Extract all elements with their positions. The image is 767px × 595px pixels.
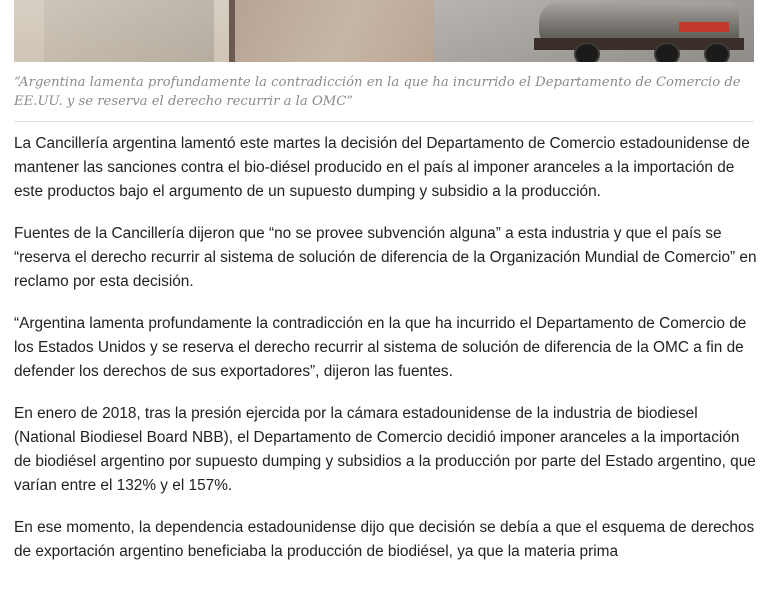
truck-wheel-icon <box>654 42 680 62</box>
article-paragraph: “Argentina lamenta profundamente la contradicción en la que ha incurrido el Departamento de Comercio de los Estados Unidos y se reserva el derecho recurrir al sistema de solución de diferencia de la OMC a fin de defender los derechos de sus exportadores”, dijeron las fuentes. <box>14 315 747 380</box>
tanker-truck-red-bar <box>679 22 729 32</box>
caption-divider <box>14 121 754 122</box>
photo-caption: “Argentina lamenta profundamente la contradicción en la que ha incurrido el Departamento de Comercio de EE.UU. y se reserva el derecho recurrir a la OMC” <box>14 75 741 109</box>
article-body <box>14 132 759 582</box>
article-photo <box>14 0 754 62</box>
truck-wheel-icon <box>574 42 600 62</box>
article-paragraph: En ese momento, la dependencia estadounidense dijo que decisión se debía a que el esquema de derechos de exportación argentino beneficiaba la producción de biodiésel, ya que la materia prima <box>14 519 755 560</box>
photo-curb <box>229 0 235 62</box>
article-paragraph: Fuentes de la Cancillería dijeron que “no se provee subvención alguna” a esta industria y que el país se “reserva el derecho recurrir al sistema de solución de diferencia de la Organización Mundial de Comercio” en reclamo por esta decisión. <box>14 225 757 290</box>
article-paragraph: La Cancillería argentina lamentó este martes la decisión del Departamento de Comercio estadounidense de mantener las sanciones contra el bio-diésel producido en el país al imponer aranceles a la importación de este productos bajo el argumento de un supuesto dumping y subsidio a la producción. <box>14 135 750 200</box>
truck-wheel-icon <box>704 42 730 62</box>
article-paragraph: En enero de 2018, tras la presión ejercida por la cámara estadounidense de la industria de biodiesel (National Biodiesel Board NBB), el Departamento de Comercio decidió imponer aranceles a la importación de biodiésel argentino por supuesto dumping y subsidios a la producción por parte del Estado argentino, que varían entre el 132% y el 157%. <box>14 405 756 494</box>
photo-wall-shadow <box>44 0 214 62</box>
